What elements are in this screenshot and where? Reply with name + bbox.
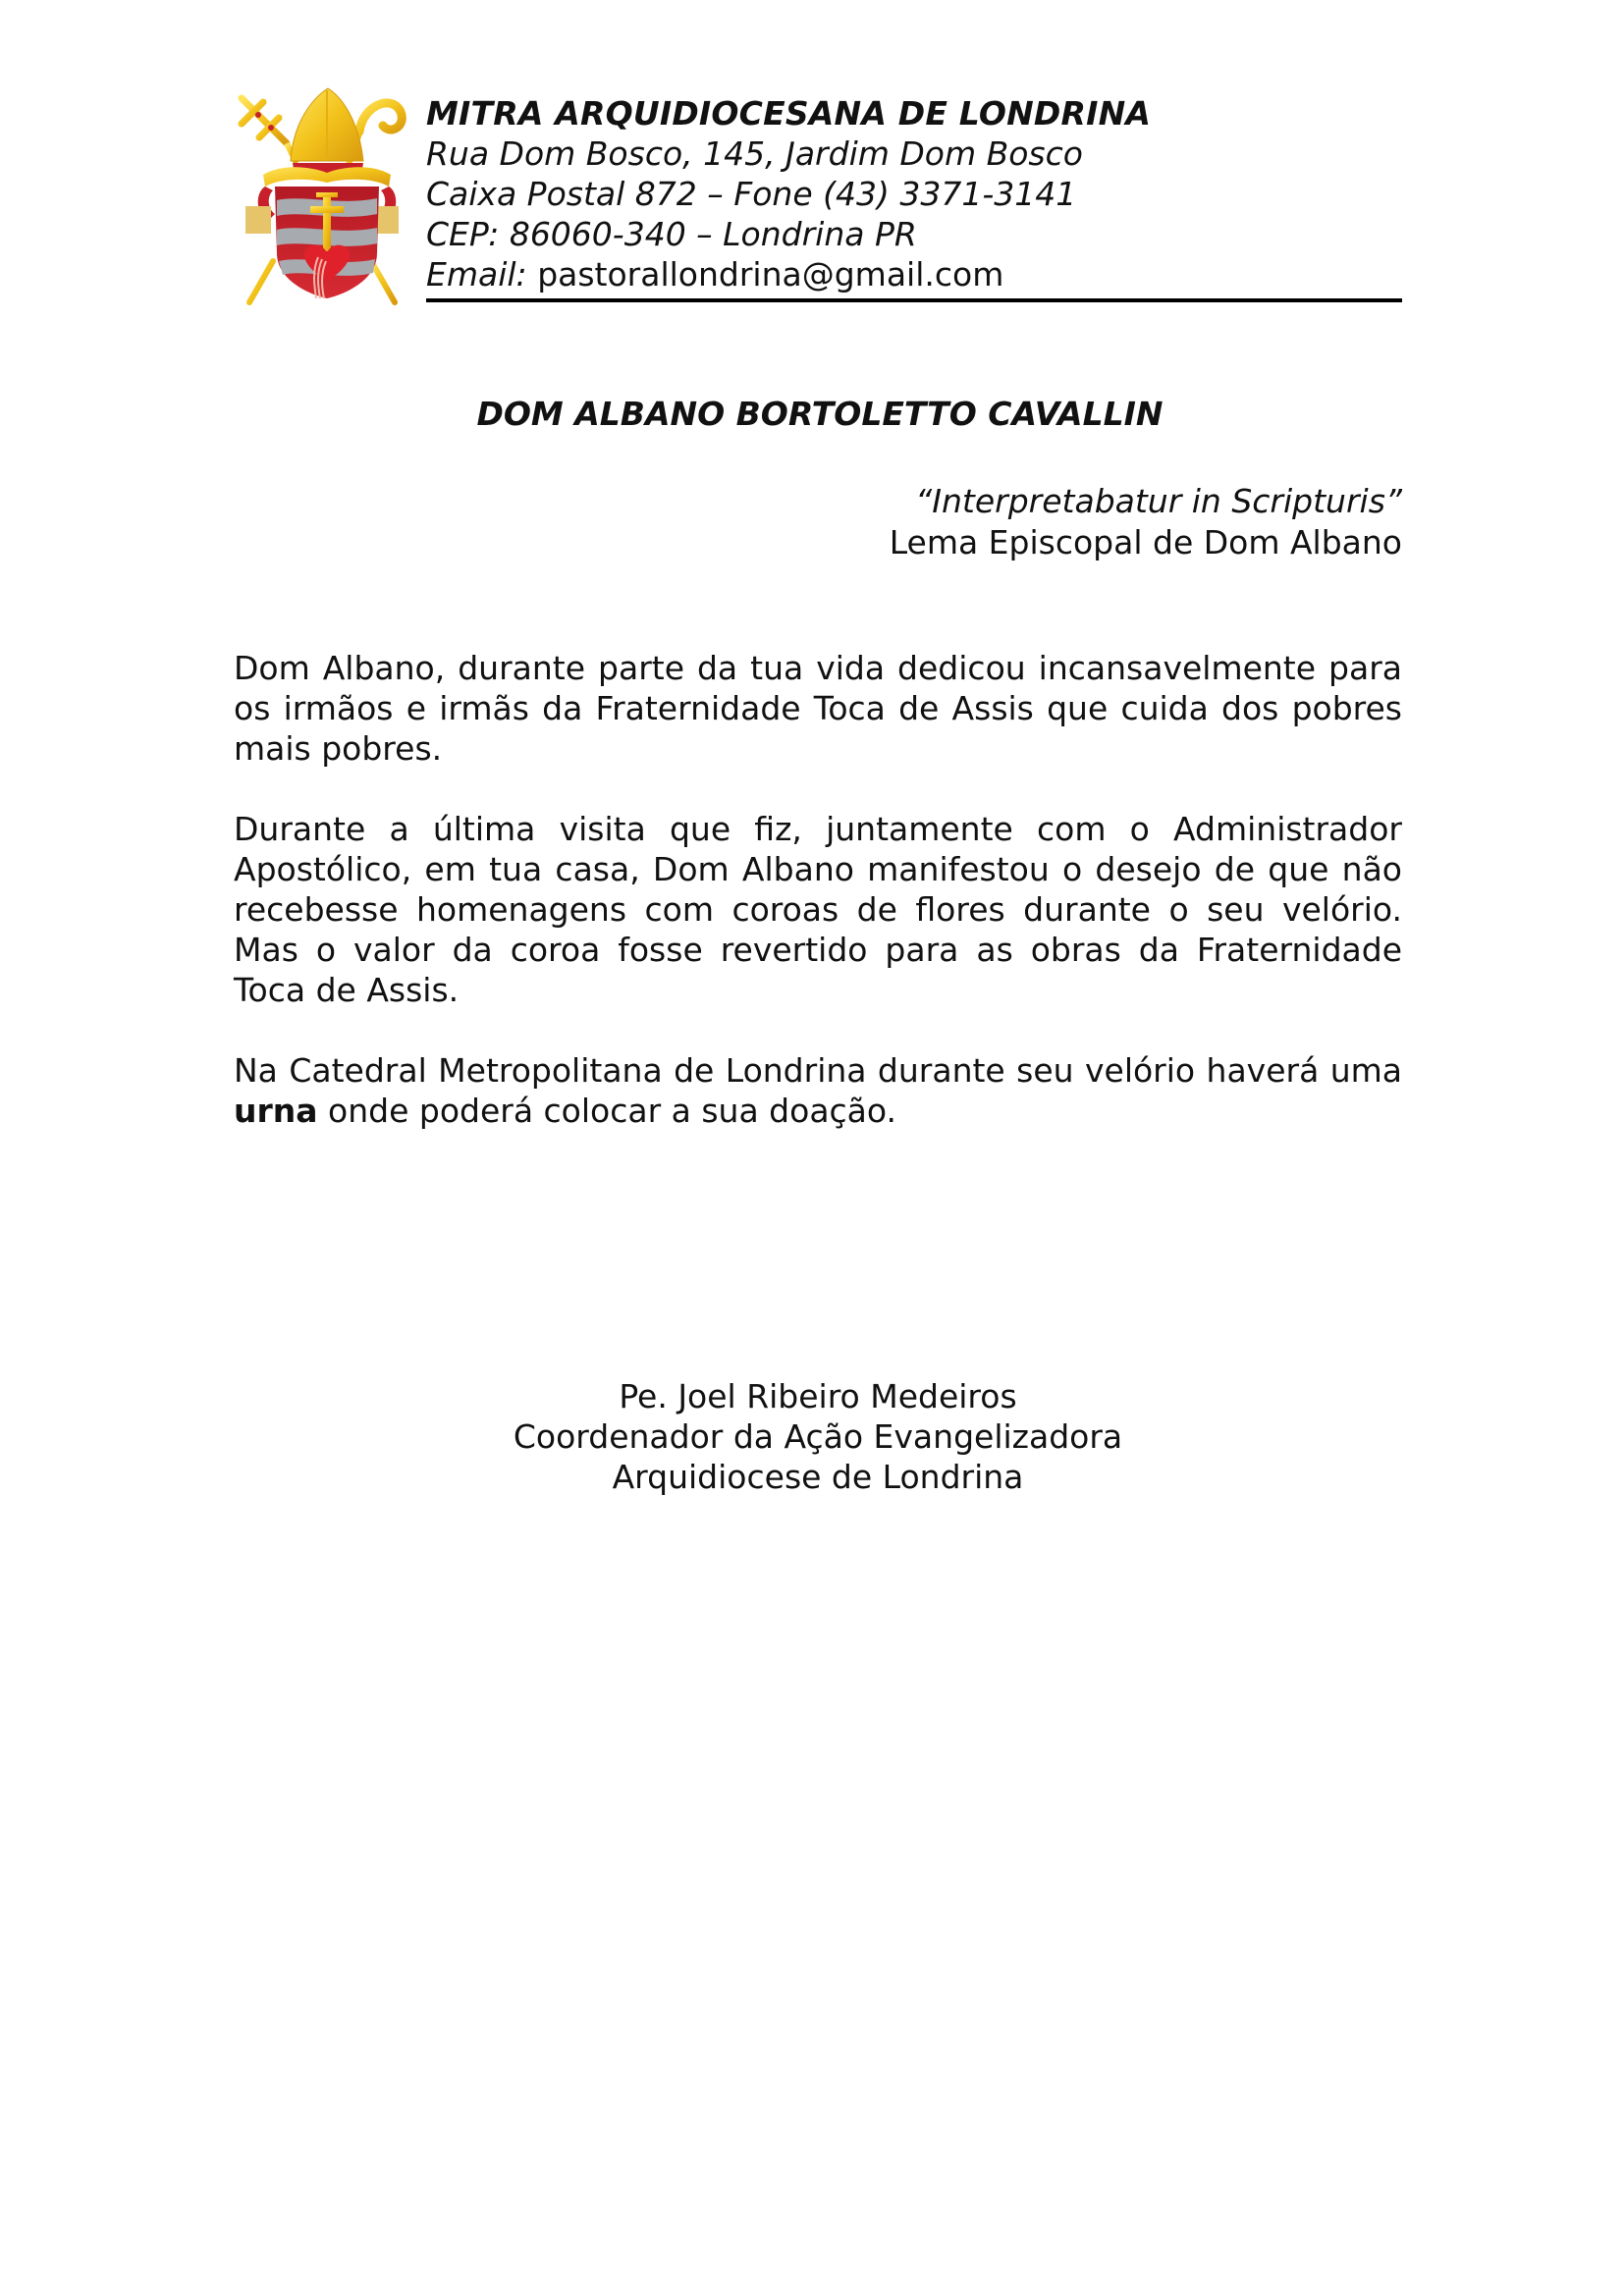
signatory-role: Coordenador da Ação Evangelizadora: [513, 1417, 1123, 1456]
org-cep-city: CEP: 86060-340 – Londrina PR: [426, 215, 917, 253]
paragraph-3: [234, 1050, 1402, 1131]
paragraph-2: Durante a última visita que fiz, juntamente com o Administrador Apostólico, em tua casa, Dom Albano manifestou o desejo de que não recebesse homenagens com coroas de flores durante o seu velório. Mas o valor da coroa fosse revertido para as obras da Fraternidade Toca de Assis.: [234, 810, 1402, 1009]
org-contact-block: [426, 94, 1402, 294]
org-email-line: [426, 254, 1402, 294]
paragraph-3-emphasis: urna: [234, 1092, 318, 1130]
document-body: [234, 648, 1402, 1171]
document-title: DOM ALBANO BORTOLETTO CAVALLIN: [476, 395, 1164, 433]
coat-of-arms-icon: [234, 84, 410, 308]
paragraph-3-end: onde poderá colocar a sua doação.: [317, 1092, 897, 1130]
signature-block: [0, 1376, 1624, 1497]
letterhead: [234, 84, 1402, 310]
motto-quote: “Interpretabatur in Scripturis”: [915, 482, 1402, 520]
paragraph-3-start: Na Catedral Metropolitana de Londrina durante seu velório haverá uma: [234, 1051, 1402, 1090]
episcopal-motto: [890, 481, 1402, 563]
org-address: Rua Dom Bosco, 145, Jardim Dom Bosco: [426, 134, 1083, 173]
org-name: MITRA ARQUIDIOCESANA DE LONDRINA: [426, 94, 1152, 133]
motto-caption: Lema Episcopal de Dom Albano: [889, 523, 1402, 561]
signatory-name: Pe. Joel Ribeiro Medeiros: [619, 1377, 1017, 1415]
letterhead-divider: [426, 298, 1402, 302]
email-label: Email:: [426, 255, 527, 294]
email-link[interactable]: pastorallondrina@gmail.com: [537, 255, 1004, 294]
paragraph-1: Dom Albano, durante parte da tua vida dedicou incansavelmente para os irmãos e irmãs da Fraternidade Toca de Assis que cuida dos pobres mais pobres.: [234, 649, 1402, 768]
org-po-box-phone: Caixa Postal 872 – Fone (43) 3371-3141: [426, 175, 1077, 213]
signatory-institution: Arquidiocese de Londrina: [612, 1458, 1024, 1496]
